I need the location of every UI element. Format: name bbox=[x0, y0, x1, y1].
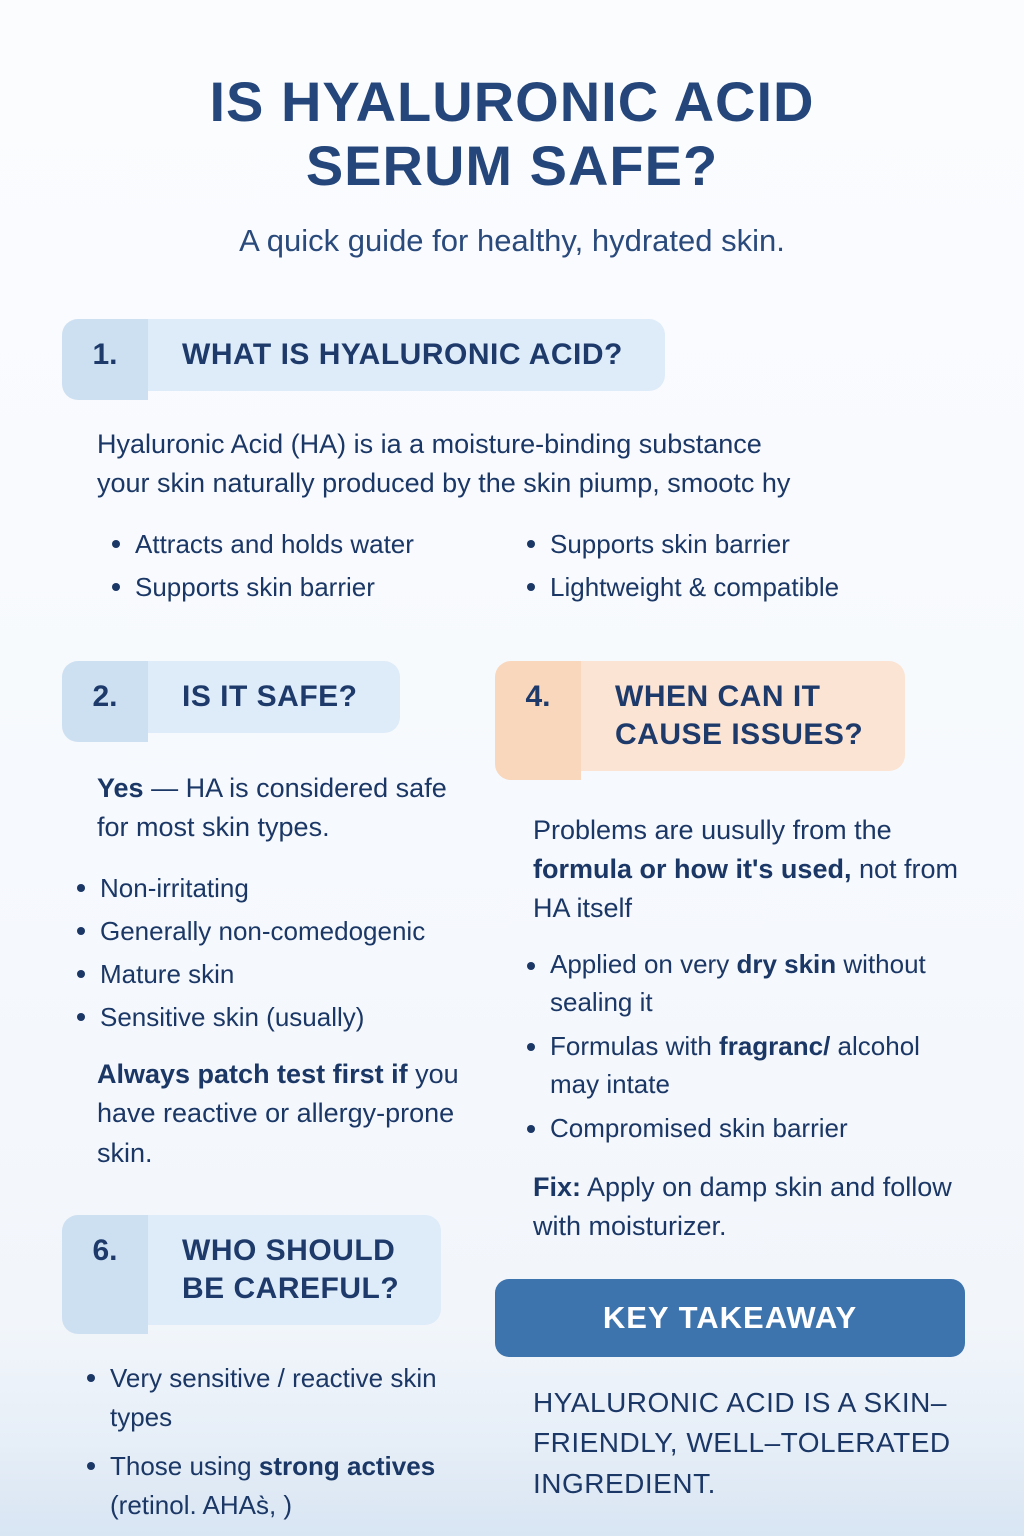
list-item bbox=[520, 946, 950, 1022]
section-1-bullets bbox=[105, 525, 962, 611]
section-4-bullets bbox=[520, 946, 950, 1148]
section-is-it-safe bbox=[62, 661, 477, 1173]
bullet-text: Those using bbox=[110, 1450, 259, 1481]
section-2-header bbox=[62, 661, 400, 733]
section-4-number: 4. bbox=[495, 661, 581, 780]
section-4-fix-rest: Apply on damp skin and follow with moisturizer. bbox=[533, 1172, 952, 1242]
key-takeaway-banner bbox=[495, 1279, 965, 1357]
section-4-lead-bold: formula or how it's used, bbox=[533, 854, 852, 885]
list-item: Generally non-comedogenic bbox=[70, 912, 477, 951]
bullet-text: Very sensitive / reactive skin types bbox=[110, 1362, 437, 1432]
section-4-title: WHEN CAN IT CAUSE ISSUES? bbox=[581, 661, 905, 771]
section-2-lead-rest: — HA is considered safe for most skin types. bbox=[97, 773, 447, 843]
left-column bbox=[62, 661, 477, 1535]
bullet-text: (retinol. AHAs̀, ) bbox=[110, 1489, 293, 1520]
section-6-title: WHO SHOULD BE CAREFUL? bbox=[148, 1215, 441, 1325]
section-4-lead-post: not from HA itself bbox=[533, 854, 958, 924]
bullet-text-bold: dry skin bbox=[736, 949, 837, 980]
key-takeaway-body: HYALURONIC ACID IS A SKIN–FRIENDLY, WELL–TOLERATED INGREDIENT. bbox=[533, 1386, 951, 1499]
bullet-text-bold: strong actives bbox=[258, 1450, 436, 1481]
section-2-note-bold: Always patch test first if bbox=[97, 1059, 408, 1090]
bullet-text: Compromised skin barrier bbox=[550, 1113, 848, 1144]
list-item: Supports skin barrier bbox=[520, 525, 935, 564]
section-2-title: IS IT SAFE? bbox=[148, 661, 400, 733]
section-1-body-line2: your skin naturally produced by the skin piump, smootc hy bbox=[97, 467, 791, 498]
list-item: Lightweight & compatible bbox=[520, 568, 935, 607]
section-1-title: WHAT IS HYALURONIC ACID? bbox=[148, 319, 665, 391]
list-item: Supports skin barrier bbox=[105, 568, 520, 607]
section-1-bullets-right bbox=[520, 525, 935, 611]
section-1-body bbox=[97, 425, 957, 503]
list-item bbox=[520, 1028, 950, 1104]
section-4-header bbox=[495, 661, 965, 771]
section-1-bullets-left bbox=[105, 525, 520, 611]
bullet-text: Applied on very bbox=[550, 949, 737, 980]
list-item bbox=[520, 1110, 950, 1148]
section-4-lead-pre: Problems are uusully from the bbox=[533, 815, 892, 846]
list-item: Non-irritating bbox=[70, 869, 477, 908]
section-when-can-it-cause-issues bbox=[495, 661, 965, 1246]
key-takeaway-title: KEY TAKEAWAY bbox=[602, 1299, 858, 1335]
bullet-text-bold: fragranc/ bbox=[719, 1031, 831, 1062]
section-6-number: 6. bbox=[62, 1215, 148, 1334]
list-item: Mature skin bbox=[70, 955, 477, 994]
section-1-body-line1: Hyaluronic Acid (HA) is ia a moisture-binding substance bbox=[97, 428, 762, 459]
section-2-number: 2. bbox=[62, 661, 148, 742]
section-6-header bbox=[62, 1215, 441, 1325]
list-item: Sensitive skin (usually) bbox=[70, 998, 477, 1037]
section-4-fix-bold: Fix: bbox=[533, 1172, 582, 1203]
list-item bbox=[80, 1447, 477, 1525]
bullet-text: without sealing it bbox=[550, 949, 926, 1018]
section-2-lead-bold: Yes bbox=[97, 773, 144, 804]
section-what-is-ha bbox=[62, 319, 962, 611]
section-1-number: 1. bbox=[62, 319, 148, 400]
page-subtitle: A quick guide for healthy, hydrated skin. bbox=[239, 222, 785, 258]
section-1-header bbox=[62, 319, 707, 391]
list-item bbox=[80, 1359, 477, 1437]
section-2-bullets bbox=[70, 869, 477, 1037]
section-2-lead bbox=[97, 769, 477, 847]
section-4-fix bbox=[533, 1168, 965, 1246]
section-2-note bbox=[97, 1055, 477, 1172]
section-2-note-rest: you have reactive or allergy-prone skin. bbox=[97, 1059, 459, 1168]
section-6-bullets bbox=[80, 1359, 477, 1525]
key-takeaway-section bbox=[495, 1279, 965, 1505]
page-title: IS HYALURONIC ACID SERUM SAFE? bbox=[209, 70, 815, 198]
list-item: Attracts and holds water bbox=[105, 525, 520, 564]
two-column-area bbox=[62, 661, 965, 1535]
bullet-text: Formulas with bbox=[550, 1031, 720, 1062]
section-who-should-be-careful bbox=[62, 1215, 477, 1525]
bullet-text: alcohol may intate bbox=[550, 1031, 920, 1100]
right-column bbox=[495, 661, 965, 1535]
section-4-lead bbox=[533, 811, 965, 928]
